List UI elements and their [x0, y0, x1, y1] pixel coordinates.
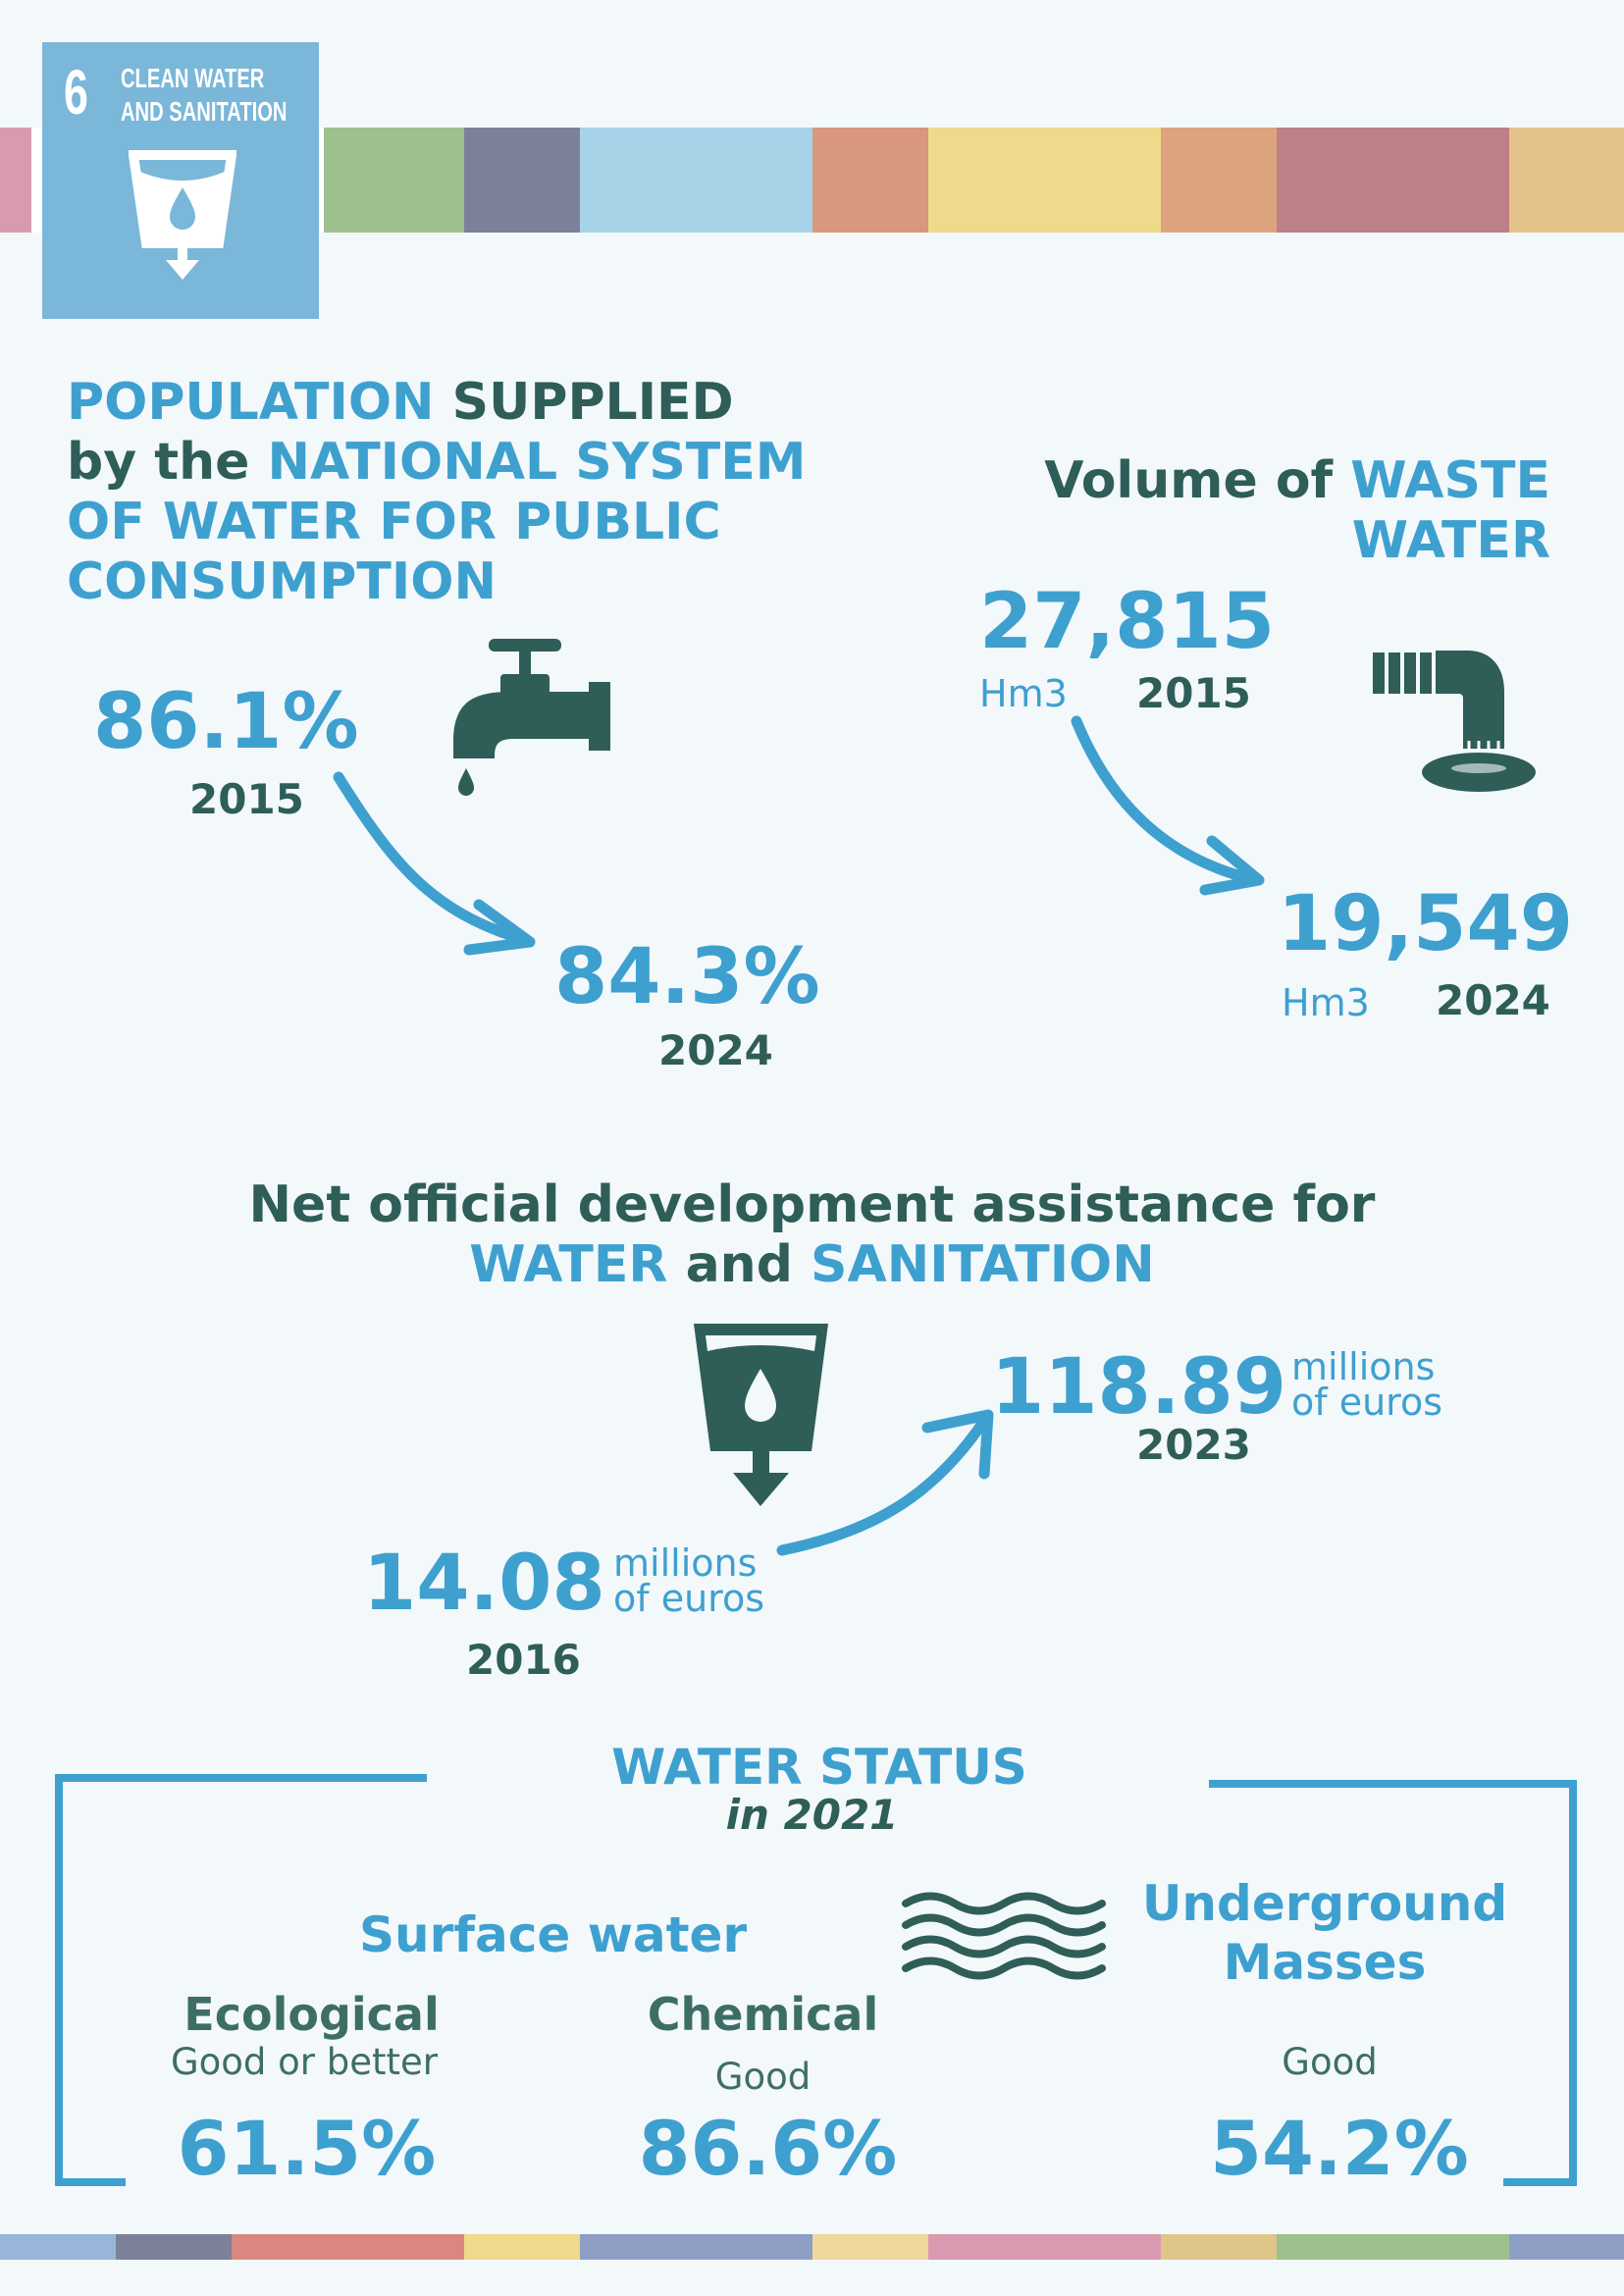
underground-heading-line-1: Underground [1141, 1875, 1508, 1932]
oda-year-2023: 2023 [1136, 1421, 1251, 1469]
wastewater-year-2024: 2024 [1436, 976, 1550, 1024]
population-year-2024: 2024 [658, 1026, 773, 1074]
oda-value-2023: 118.89 [991, 1343, 1286, 1432]
population-title-line-3: OF WATER FOR PUBLIC [67, 493, 721, 551]
underground-value: 54.2% [1210, 2105, 1469, 2192]
oda-title-word-2: and [685, 1235, 793, 1294]
oda-unit-2016-line-1: millions [613, 1541, 758, 1585]
ecological-label: Ecological [183, 1988, 440, 2041]
ecological-value: 61.5% [177, 2105, 437, 2192]
chemical-label: Chemical [647, 1988, 879, 2041]
population-value-2015: 86.1% [93, 678, 359, 766]
wastewater-value-2024: 19,549 [1278, 880, 1573, 968]
wastewater-title-word-2: WASTE [1350, 451, 1550, 510]
population-year-2015: 2015 [189, 775, 304, 823]
oda-year-2016: 2016 [466, 1636, 581, 1684]
oda-title-line-1: Net official development assistance for [248, 1175, 1376, 1234]
chemical-desc: Good [714, 2056, 812, 2098]
population-title-word-3: by the [67, 433, 250, 492]
wastewater-title-line-2: WATER [1351, 511, 1550, 570]
wastewater-title-word-1: Volume of [1044, 451, 1334, 510]
waves-icon [901, 1889, 1107, 1987]
oda-unit-2023-line-1: millions [1291, 1345, 1436, 1388]
oda-unit-2016-line-2: of euros [613, 1577, 765, 1620]
population-title-line-4: CONSUMPTION [67, 552, 497, 611]
sdg-number: 6 [64, 57, 88, 128]
wastewater-unit-2024: Hm3 [1282, 981, 1370, 1024]
oda-title-word-3: SANITATION [811, 1235, 1155, 1294]
population-value-2024: 84.3% [554, 933, 820, 1021]
population-title-word-1: POPULATION [67, 373, 435, 432]
sdg-label-line1: CLEAN WATER [121, 63, 265, 93]
underground-heading-line-2: Masses [1223, 1934, 1427, 1991]
sdg-label-line2: AND SANITATION [121, 96, 288, 127]
oda-unit-2023-line-2: of euros [1291, 1381, 1443, 1424]
water-status-subtitle: in 2021 [725, 1791, 899, 1839]
surface-water-heading: Surface water [359, 1906, 748, 1963]
water-status-title: WATER STATUS [611, 1739, 1027, 1796]
wastewater-unit-2015: Hm3 [979, 672, 1068, 715]
wastewater-value-2015: 27,815 [979, 578, 1275, 666]
oda-value-2016: 14.08 [363, 1539, 605, 1628]
oda-title-word-1: WATER [469, 1235, 668, 1294]
wastewater-year-2015: 2015 [1136, 669, 1251, 717]
underground-desc: Good [1282, 2041, 1378, 2083]
chemical-value: 86.6% [638, 2105, 898, 2192]
underground-heading [1128, 1874, 1521, 1992]
ecological-desc: Good or better [170, 2041, 439, 2083]
population-title-word-4: NATIONAL SYSTEM [267, 433, 807, 492]
population-title-word-2: SUPPLIED [451, 373, 734, 432]
